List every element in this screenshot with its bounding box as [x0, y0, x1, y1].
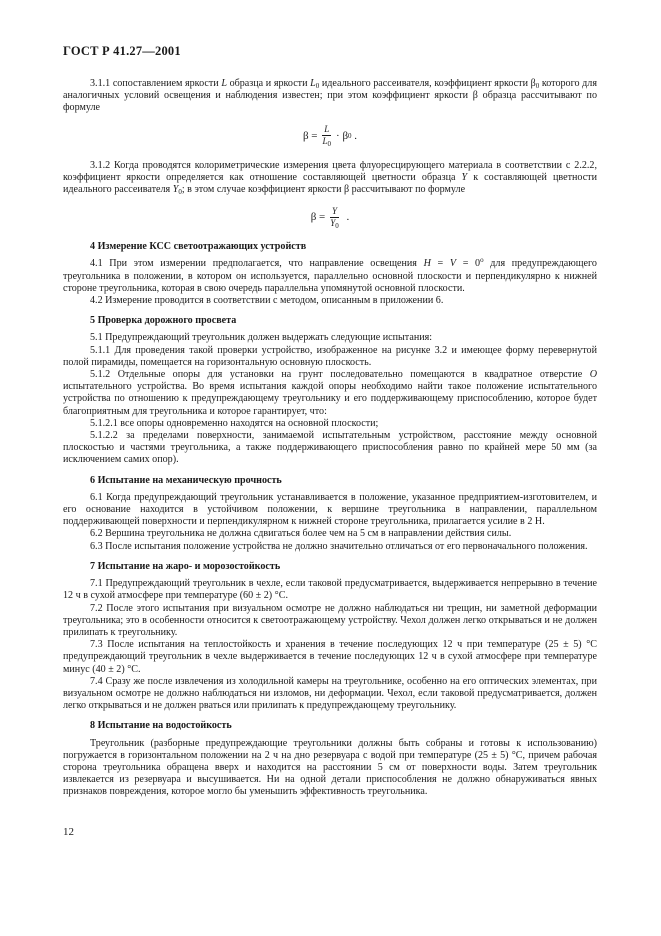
- symbol-O: O: [589, 369, 597, 381]
- section-8-title: 8 Испытание на водостойкость: [90, 720, 232, 732]
- paragraph-7-4: 7.4 Сразу же после извлечения из холодильной камеры на треугольнике, особенно на его оптических элементах, при визуальном осмотре не должно наблюдаться ни изломов, ни деформации. Чехол, если таковой предусматривается, должен легко открываться и не должен рваться или прилипать к предупреждающему треугольнику.: [63, 675, 597, 712]
- symbol-L: L: [221, 78, 227, 89]
- paragraph-3-1-1: [63, 78, 597, 115]
- section-4-title: 4 Измерение КСС светоотражающих устройств: [90, 241, 307, 253]
- subscript: 0: [315, 82, 320, 90]
- symbol-H: H: [423, 258, 431, 270]
- degree-superscript: о: [480, 256, 484, 265]
- section-5-title: 5 Проверка дорожного просвета: [90, 315, 237, 327]
- text: образца и яркости: [226, 78, 311, 89]
- document-body: [63, 78, 597, 799]
- numerator: [322, 124, 331, 136]
- text: 3.1.1 сопоставлением яркости: [90, 78, 222, 89]
- formula-beta-luminance: β = $\frac{L}{L_0}$ · β 0 .: [302, 124, 358, 149]
- document-header: ГОСТ Р 41.27—2001: [63, 44, 181, 58]
- text: 5.1.2 Отдельные опоры для установки на грунт последовательно помещаются в квадратное отверстие: [90, 369, 590, 381]
- paragraph-6-3: 6.3 После испытания положение устройства не должно значительно отличаться от его первоначального положения.: [90, 540, 588, 552]
- symbol-L0: L: [310, 78, 316, 89]
- text: 3.1.2 Когда проводятся колориметрические измерения цвета флуоресцирующего материала в соответствии с 2.2.2, коэффициент яркости определяется как отношение составляющей цветности образца: [63, 159, 597, 183]
- paragraph-5-1-2-1: 5.1.2.1 все опоры одновременно находятся на основной плоскости;: [90, 417, 379, 429]
- text: идеального рассеивателя, коэффициент яркости: [319, 78, 531, 89]
- numerator-symbol: Y: [332, 205, 338, 216]
- denominator-symbol: L: [322, 136, 328, 147]
- formula-lhs: β =: [302, 129, 318, 142]
- paragraph-7-1: 7.1 Предупреждающий треугольник в чехле, если таковой предусматривается, выдерживается непрерывно в течение 12 ч в сухой атмосфере при температуре (60 ± 2) °С.: [63, 578, 597, 602]
- symbol-Y0: Y: [172, 184, 179, 196]
- text: = 0: [456, 258, 481, 270]
- subscript: 0: [327, 140, 332, 149]
- denominator: [328, 218, 341, 229]
- text: которого для аналогичных условий освещения и наблюдения известен; при этом коэффициент яркости β образца рассчитывают по формуле: [63, 78, 597, 114]
- formula-end: .: [354, 129, 358, 142]
- text: ; в этом случае коэффициент яркости β рассчитывают по формуле: [181, 184, 466, 196]
- numerator: [330, 206, 339, 218]
- paragraph-6-1: 6.1 Когда предупреждающий треугольник устанавливается в положение, указанное предприятием-изготовителем, и его основание находится в устойчивом положении, к вершине треугольника в направлении, параллельном поддерживающей поверхности и перпендикулярном к нижней стороне треугольника, прилагается усилие в 2 Н.: [63, 491, 597, 528]
- text: 4.1 При этом измерении предполагается, что направление освещения: [90, 258, 424, 270]
- paragraph-5-1-2-2: 5.1.2.2 за пределами поверхности, занимаемой испытательным устройством, расстояние между основной плоскостью и частями треугольника, а также поддерживающего приспособления равно по крайней мере 50 мм (за исключением самих опор).: [63, 430, 597, 466]
- formula-beta-chromaticity: [63, 202, 597, 232]
- subscript: 0: [178, 188, 182, 197]
- paragraph-7-3: 7.3 После испытания на теплостойкость и хранения в течение последующих 12 ч при температуре (25 ± 5) °С предупреждающий треугольник в чехле выдерживается в течение последующих 12 ч в сухой атмосфере при температуре минус (40 ± 2) °С.: [63, 639, 597, 675]
- text: =: [430, 258, 450, 270]
- paragraph-6-2: 6.2 Вершина треугольника не должна сдвигаться более чем на 5 см в направлении действия силы.: [90, 528, 512, 540]
- formula-lhs: β =: [310, 211, 326, 224]
- text: испытательного устройства. Во время испытания каждой опоры необходимо найти такое положение испытательного устройства по отношению к предупреждающему треугольнику и его поддерживающему приспособлению, которое будет благоприятным для треугольника и которое гарантирует, что:: [63, 381, 597, 417]
- text: к составляющей цветности идеального рассеивателя: [63, 171, 597, 196]
- section-7-title: 7 Испытание на жаро- и морозостойкость: [90, 560, 281, 572]
- formula-multiplier: · β: [336, 129, 349, 142]
- symbol-V: V: [449, 258, 457, 270]
- paragraph-8: Треугольник (разборные предупреждающие треугольники должны быть собраны и готовы к использованию) погружается в горизонтальном положении на 2 ч на дно резервуара с водой при температуре (25 ± 5) °С, причем рабочая сторона треугольника обращена вверх и находится на расстоянии 5 см от поверхности воды. Затем треугольник извлекается из резервуара и высушивается. Ни на одной детали приспособления не должно обнаруживаться явных признаков повреждения, которое могло бы уменьшить эффективность треугольника.: [63, 737, 597, 798]
- subscript: 0: [535, 82, 540, 90]
- denominator-symbol: Y: [330, 217, 336, 228]
- section-6-title: 6 Испытание на механическую прочность: [90, 474, 282, 486]
- denominator: [321, 136, 334, 147]
- page-number: 12: [63, 826, 74, 838]
- numerator-symbol: L: [324, 124, 330, 135]
- paragraph-5-1-2: [63, 369, 597, 418]
- paragraph-5-1: 5.1 Предупреждающий треугольник должен выдержать следующие испытания:: [90, 332, 433, 344]
- formula-end: .: [346, 211, 350, 224]
- fraction: [321, 124, 334, 147]
- paragraph-3-1-2: [63, 160, 597, 197]
- paragraph-4-1: [63, 258, 597, 295]
- subscript: 0: [335, 221, 339, 230]
- paragraph-5-1-1: 5.1.1 Для проведения такой проверки устройство, изображенное на рисунке 3.2 и имеющее форму перевернутой полой пирамиды, помещается на горизонтальную основную плоскость.: [63, 344, 597, 368]
- paragraph-4-2: 4.2 Измерение проводится в соответствии с методом, описанным в приложении 6.: [90, 295, 444, 307]
- paragraph-7-2: 7.2 После этого испытания при визуальном осмотре не должно наблюдаться ни трещин, ни заметной деформации треугольника; это в особенности относится к светоотражающему устройству. Чехол должен легко открываться и не должен прилипать к треугольнику.: [63, 602, 597, 638]
- text: для предупреждающего треугольника в положении, в котором он используется, параллельно основной плоскости и перпендикулярно к нижней стороне треугольника, которая в свою очередь параллельна упомянутой основной плоскости.: [63, 258, 597, 294]
- symbol-beta0: β: [530, 78, 536, 89]
- symbol-Y: Y: [461, 171, 468, 183]
- fraction: [328, 206, 341, 229]
